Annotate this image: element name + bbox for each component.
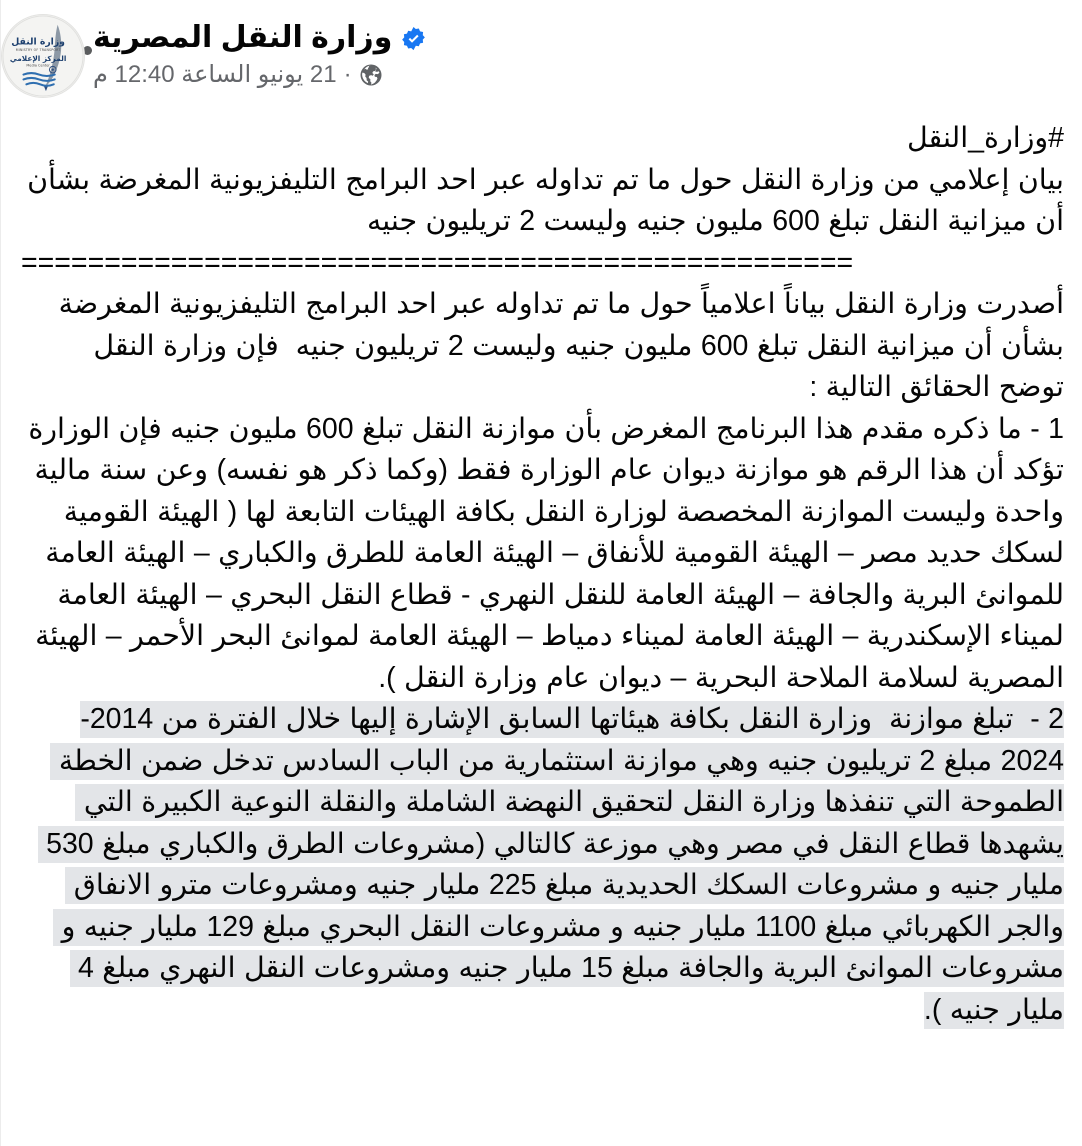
- post-point-2: [21, 699, 1064, 1031]
- meta-separator-dot: ·: [343, 61, 352, 88]
- post-hashtag[interactable]: #وزارة_النقل: [906, 122, 1064, 154]
- page-name[interactable]: وزارة النقل المصرية: [92, 21, 393, 54]
- svg-text:MINISTRY OF TRANSPORT: MINISTRY OF TRANSPORT: [15, 48, 61, 53]
- author-name-row: [93, 20, 426, 56]
- highlighted-text: 2 - تبلغ موازنة وزارة النقل بكافة هيئاتها السابق الإشارة إليها خلال الفترة من 2014-2024 مبلغ 2 تريليون جنيه وهي موازنة استثمارية من الباب السادس تدخل ضمن الخطة الطموحة التي تنفذها وزارة النقل لتحقيق النهضة الشاملة والنقلة النوعية الكبيرة التي يشهدها قطاع النقل في مصر وهي موزعة كالتالي (مشروعات الطرق والكباري مبلغ 530 مليار جنيه و مشروعات السكك الحديدية مبلغ 225 مليار جنيه ومشروعات مترو الانفاق والجر الكهربائي مبلغ 1100 مليار جنيه و مشروعات النقل البحري مبلغ 129 مليار جنيه و مشروعات الموانئ البرية والجافة مبلغ 15 مليار جنيه ومشروعات النقل النهري مبلغ 4 مليار جنيه ).: [38, 701, 1064, 1029]
- post-point-1: 1 - ما ذكره مقدم هذا البرنامج المغرض بأن موازنة النقل تبلغ 600 مليون جنيه فإن الوزارة تؤكد أن هذا الرقم هو موازنة ديوان عام الوزارة فقط (وكما ذكر هو نفسه) وعن سنة مالية واحدة وليست الموازنة المخصصة لوزارة النقل بكافة الهيئات التابعة لها ( الهيئة القومية لسكك حديد مصر – الهيئة القومية للأنفاق – الهيئة العامة للطرق والكباري – الهيئة العامة للموانئ البرية والجافة – الهيئة العامة للنقل النهري - قطاع النقل البحري – الهيئة العامة لميناء الإسكندرية – الهيئة العامة لميناء دمياط – الهيئة العامة لموانئ البحر الأحمر – الهيئة المصرية لسلامة الملاحة البحرية – ديوان عام وزارة النقل ).: [19, 412, 1064, 694]
- ministry-of-transport-logo-icon: [2, 15, 84, 97]
- post-meta-row: [93, 60, 383, 90]
- equals-divider: ==================================================: [21, 246, 854, 279]
- verified-badge-icon: [401, 26, 426, 51]
- post-header: [1, 0, 1082, 118]
- svg-text:Media Center: Media Center: [26, 63, 50, 68]
- post-preamble-paragraph: أصدرت وزارة النقل بياناً اعلامياً حول ما تم تداوله عبر احد البرامج التليفزيونية المغرضة بشأن أن ميزانية النقل تبلغ 600 مليون جنيه وليست 2 تريليون جنيه فإن وزارة النقل توضح الحقائق التالية :: [50, 288, 1064, 403]
- post-body: [1, 118, 1082, 1031]
- post-timestamp[interactable]: 21 يونيو الساعة 12:40 م: [92, 61, 337, 88]
- svg-text:المركز الإعلامي: المركز الإعلامي: [9, 53, 67, 63]
- post-intro-paragraph: بيان إعلامي من وزارة النقل حول ما تم تداوله عبر احد البرامج التليفزيونية المغرضة بشأن أن ميزانية النقل تبلغ 600 مليون جنيه وليست 2 تريليون جنيه: [18, 163, 1064, 237]
- svg-text:وزارة النقل: وزارة النقل: [11, 36, 65, 48]
- globe-icon[interactable]: [359, 63, 383, 87]
- page-avatar[interactable]: [1, 14, 85, 98]
- post-author-block: [93, 14, 745, 90]
